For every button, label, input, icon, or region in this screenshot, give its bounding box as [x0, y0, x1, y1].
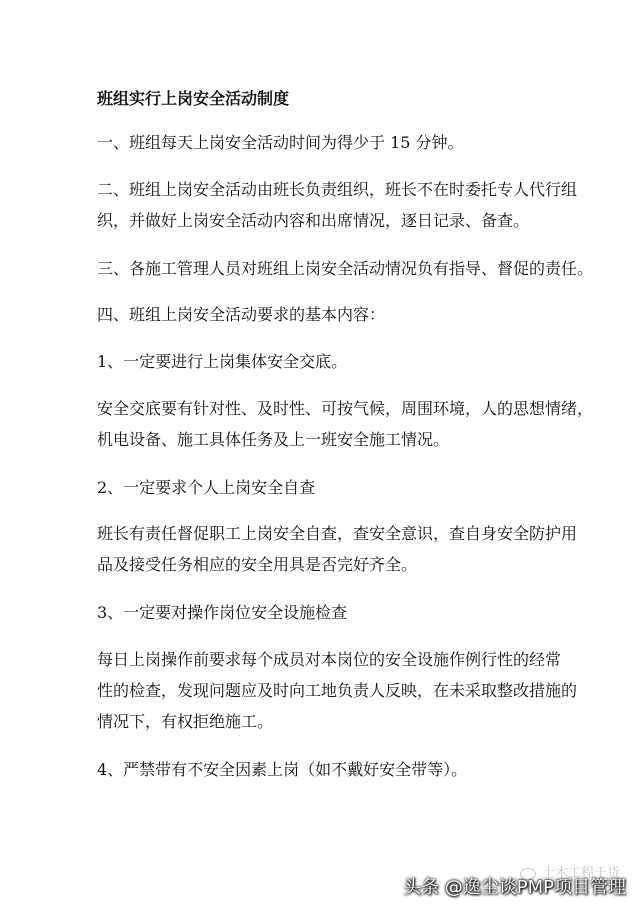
text-line: 1、一定要进行上岗集体安全交底。: [97, 352, 348, 371]
paragraph-4: [97, 299, 557, 330]
text-line: 2、一定要求个人上岗安全自查: [97, 478, 316, 497]
text-line: 品及接受任务相应的安全用具是否完好齐全。: [97, 555, 418, 574]
paragraph-3: [97, 253, 594, 284]
paragraph-9: [97, 597, 557, 628]
paragraph-10: [97, 644, 578, 737]
text-line: 安全交底要有针对性、及时性、可按气候，周围环境，人的思想情绪，: [97, 399, 594, 418]
paragraph-7: [97, 472, 557, 503]
text-line: 机电设备、施工具体任务及上一班安全施工情况。: [97, 430, 450, 449]
text-line: 性的检查，发现问题应及时向工地负责人反映，在未采取整改措施的: [97, 681, 578, 700]
faint-watermark-text: 土木工程干货: [541, 866, 620, 881]
text-line: 4、严禁带有不安全因素上岗（如不戴好安全带等）。: [97, 760, 468, 779]
text-line: 情况下，有权拒绝施工。: [97, 712, 274, 731]
text-line: 3、一定要对操作岗位安全设施检查: [97, 603, 348, 622]
paragraph-2: [97, 174, 578, 236]
paragraph-11: [97, 754, 557, 785]
text-line: 二、班组上岗安全活动由班长负责组织，班长不在时委托专人代行组: [97, 180, 578, 199]
paragraph-5: [97, 346, 557, 377]
text-line: 四、班组上岗安全活动要求的基本内容：: [97, 305, 386, 324]
text-line: 每日上岗操作前要求每个成员对本岗位的安全设施作例行性的经常: [97, 650, 562, 669]
paragraph-8: [97, 518, 578, 580]
text-line: 一、班组每天上岗安全活动时间为得少于 15 分钟。: [97, 133, 464, 152]
text-line: 班长有责任督促职工上岗安全自查，查安全意识，查自身安全防护用: [97, 524, 578, 543]
paragraph-6: [97, 393, 594, 455]
document-title: 班组实行上岗安全活动制度: [97, 89, 290, 108]
text-line: 三、各施工管理人员对班组上岗安全活动情况负有指导、督促的责任。: [97, 259, 594, 278]
paragraph-1: [97, 127, 557, 158]
source-watermark: 头条 @逸尘谈PMP项目管理: [403, 877, 626, 898]
text-line: 织，并做好上岗安全活动内容和出席情况，逐日记录、备查。: [97, 211, 530, 230]
